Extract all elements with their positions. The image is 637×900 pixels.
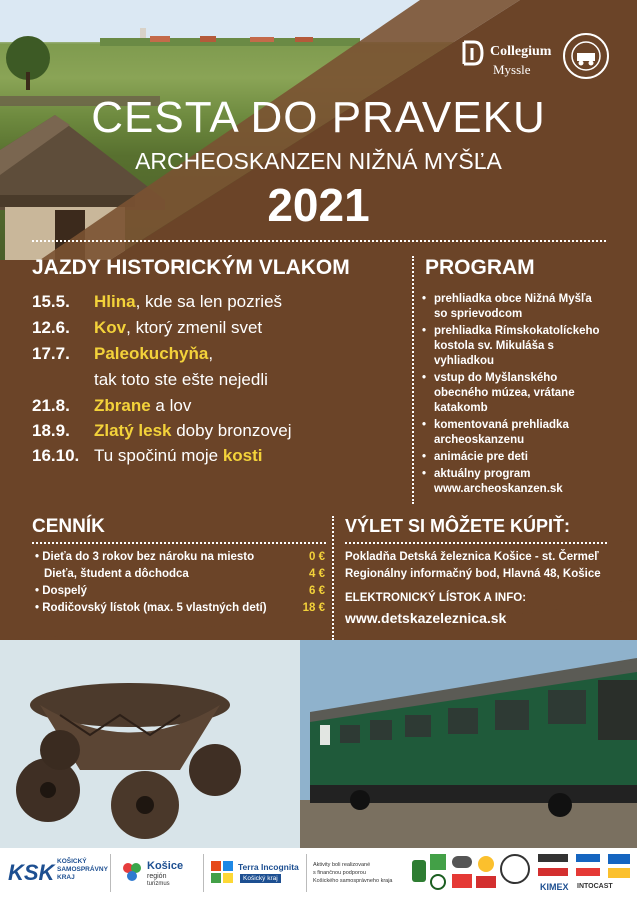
price-value: 18 € <box>302 602 325 614</box>
kosice-logo-sub2: turizmus <box>147 881 170 887</box>
schedule-text: a lov <box>150 396 192 415</box>
page-subtitle: ARCHEOSKANZEN NIŽNÁ MYŠĽA <box>135 148 502 174</box>
collegium-logo-subtext: Myssle <box>493 62 531 77</box>
price-row <box>44 568 325 580</box>
program-item: • animácie pre deti <box>422 450 602 465</box>
funding-line: Aktivity boli realizované <box>313 862 371 868</box>
price-value: 6 € <box>309 585 325 597</box>
footer-divider <box>203 854 204 892</box>
price-row <box>35 602 325 614</box>
bottom-photos <box>0 600 637 850</box>
funding-line: s finančnou podporou <box>313 870 366 876</box>
funding-note <box>313 861 393 885</box>
collegium-logo-icon <box>460 38 488 68</box>
schedule-date: 16.10. <box>32 446 80 465</box>
info-heading: ELEKTRONICKÝ LÍSTOK A INFO: <box>345 592 527 604</box>
collegium-logo-text: Collegium <box>490 44 552 59</box>
sponsor-logo-icon <box>452 856 472 868</box>
schedule-date: 15.5. <box>32 292 70 311</box>
event-year: 2021 <box>267 179 370 231</box>
municipality-crest-icon <box>412 860 426 882</box>
program-list <box>422 292 602 499</box>
schedule-text: , <box>208 344 214 363</box>
schedule-item <box>32 344 213 364</box>
program-item: • aktuálny program www.archeoskanzen.sk <box>422 467 602 497</box>
schedule-text: , kde sa len pozrieš <box>135 292 283 311</box>
schedule-highlight: Kov <box>94 318 127 337</box>
sponsor-logo-icon <box>608 868 630 878</box>
column-divider-lower <box>332 516 334 640</box>
purchase-location-2: Regionálny informačný bod, Hlavná 48, Košice <box>345 568 601 580</box>
schedule-item-continuation <box>32 370 268 390</box>
column-divider <box>412 256 414 504</box>
schedule-highlight: Zbrane <box>94 396 151 415</box>
price-label: Dieťa do 3 rokov bez nároku na miesto <box>42 551 255 563</box>
footer-divider <box>110 854 111 892</box>
schedule-item <box>32 292 282 312</box>
program-item: • komentovaná prehliadka archeoskanzenu <box>422 418 602 448</box>
program-item: • vstup do Myšlanského obecného múzea, vrátane katakomb <box>422 371 602 416</box>
ksk-name-line: KOŠICKÝ <box>57 858 87 865</box>
schedule-date: 21.8. <box>32 396 70 415</box>
price-row <box>35 585 325 597</box>
schedule-text: tak toto ste ešte nejedli <box>94 370 268 389</box>
sponsor-logo-icon <box>430 854 446 870</box>
terra-incognita-sub: Košický kraj <box>240 874 281 883</box>
footer-divider <box>306 854 307 892</box>
schedule-text: doby bronzovej <box>171 421 292 440</box>
schedule-heading: JAZDY HISTORICKÝM VLAKOM <box>32 256 350 279</box>
ksk-name-line: SAMOSPRÁVNY <box>57 866 108 873</box>
kosice-logo-sub: región <box>147 873 167 880</box>
schedule-item <box>32 318 262 338</box>
schedule-date: 17.7. <box>32 344 70 363</box>
schedule-date: 12.6. <box>32 318 70 337</box>
kimex-logo: KIMEX <box>540 882 569 892</box>
ksk-logo-text <box>57 858 108 882</box>
price-heading: CENNÍK <box>32 516 105 537</box>
schedule-highlight: Paleokuchyňa <box>94 344 209 363</box>
price-value: 4 € <box>309 568 325 580</box>
schedule-item <box>32 446 263 466</box>
train-car-photo <box>300 600 637 850</box>
info-url[interactable]: www.detskazeleznica.sk <box>345 610 507 626</box>
sponsor-logo-icon <box>576 854 600 862</box>
sponsor-logo-icon <box>538 868 568 876</box>
purchase-heading: VÝLET SI MÔŽETE KÚPIŤ: <box>345 516 571 536</box>
railway-seal-icon <box>563 33 609 79</box>
sponsor-logo-icon <box>478 856 494 872</box>
ksk-logo: KSK <box>8 860 55 885</box>
price-value: 0 € <box>309 551 325 563</box>
title-divider <box>32 240 606 242</box>
schedule-text: , ktorý zmenil svet <box>126 318 263 337</box>
bullet: • <box>35 551 43 563</box>
schedule-item <box>32 396 191 416</box>
intocast-logo: INTOCAST <box>577 883 613 890</box>
sponsor-logo-icon <box>452 874 472 888</box>
schedule-date: 18.9. <box>32 421 70 440</box>
page-title: CESTA DO PRAVEKU <box>91 93 546 142</box>
price-row <box>35 551 325 563</box>
price-label: Dospelý <box>42 585 87 597</box>
sponsor-footer <box>0 848 637 900</box>
schedule-highlight: Hlina <box>94 292 136 311</box>
price-divider <box>32 542 326 544</box>
program-item: • prehliadka Rímskokatolíckeho kostola sv. Mikuláša s vyhliadkou <box>422 324 602 369</box>
schedule-highlight: Zlatý lesk <box>94 421 172 440</box>
sponsor-logo-icon <box>430 874 446 890</box>
purchase-divider <box>345 542 607 544</box>
schedule-highlight: kosti <box>222 446 263 465</box>
sponsor-logo-icon <box>476 876 496 888</box>
funding-line: Košického samosprávneho kraja <box>313 878 393 884</box>
kosice-region-icon <box>120 860 144 884</box>
schedule-item <box>32 421 292 441</box>
bullet: • <box>35 602 43 614</box>
sponsor-logo-icon <box>608 854 630 864</box>
price-label: Rodičovský lístok (max. 5 vlastných detí) <box>42 602 267 614</box>
price-label: Dieťa, študent a dôchodca <box>44 568 189 580</box>
sponsor-logo-icon <box>576 868 600 876</box>
schedule-text: Tu spočinú moje <box>94 446 223 465</box>
purchase-location-1: Pokladňa Detská železnica Košice - st. Čermeľ <box>345 551 599 563</box>
railway-seal-footer-icon <box>500 854 530 884</box>
bullet: • <box>35 585 43 597</box>
kosice-logo-title: Košice <box>147 860 184 872</box>
ksk-name-line: KRAJ <box>57 874 75 881</box>
program-item: • prehliadka obce Nižná Myšľa so sprievodcom <box>422 292 602 322</box>
terra-incognita-title: Terra Incognita <box>238 862 299 872</box>
terra-incognita-icon <box>210 860 234 884</box>
sponsor-logo-icon <box>538 854 568 862</box>
program-heading: PROGRAM <box>425 256 535 279</box>
